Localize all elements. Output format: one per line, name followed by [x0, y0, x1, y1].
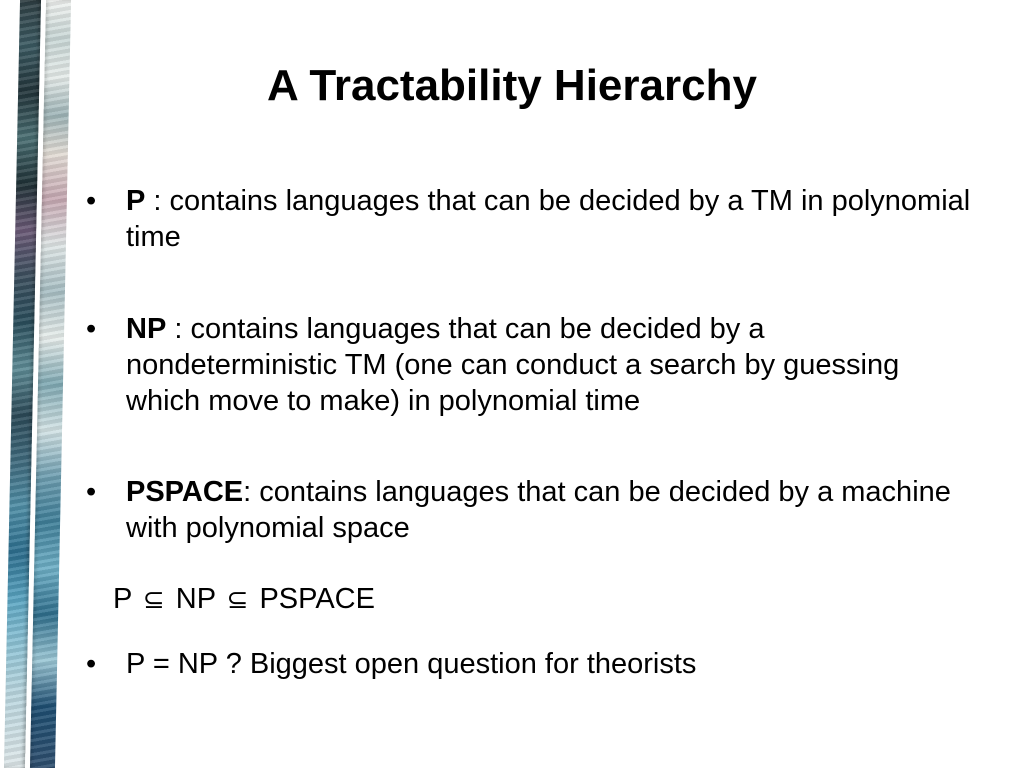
slide-title: A Tractability Hierarchy — [267, 61, 757, 110]
bullet-dot: • — [86, 185, 97, 217]
bullet-description: contains languages that can be decided by a nondeterministic TM (one can conduct a search by guessing which move to make) in polynomial time — [126, 313, 900, 417]
hierarchy-pspace: PSPACE — [259, 583, 375, 615]
bullet-separator: : — [145, 185, 170, 217]
subset-symbol: ⊆ — [142, 585, 165, 615]
hierarchy-np: NP — [175, 583, 216, 615]
bullet-term: NP — [126, 313, 167, 345]
bullet-dot: • — [86, 476, 97, 508]
bullet-term: PSPACE — [126, 476, 244, 508]
bullet-description: contains languages that can be decided by a machine with polynomial space — [126, 476, 951, 544]
bullet-separator: : — [243, 476, 260, 508]
bullet-term: P — [126, 185, 146, 217]
bullet-text — [126, 474, 976, 546]
bullet-np — [86, 311, 976, 419]
bullet-text — [126, 183, 976, 255]
bullet-text — [126, 311, 976, 419]
subset-symbol: ⊆ — [226, 585, 249, 615]
complexity-hierarchy — [113, 581, 375, 618]
bullet-text: P = NP ? Biggest open question for theorists — [126, 648, 697, 680]
bullet-dot: • — [86, 648, 97, 680]
bullet-open-question — [86, 646, 976, 682]
hierarchy-p: P — [113, 583, 132, 615]
bullet-p — [86, 183, 976, 255]
bullet-dot: • — [86, 313, 97, 345]
bullet-separator: : — [166, 313, 191, 345]
bullet-pspace — [86, 474, 976, 546]
bullet-description: contains languages that can be decided by a TM in polynomial time — [126, 185, 971, 253]
